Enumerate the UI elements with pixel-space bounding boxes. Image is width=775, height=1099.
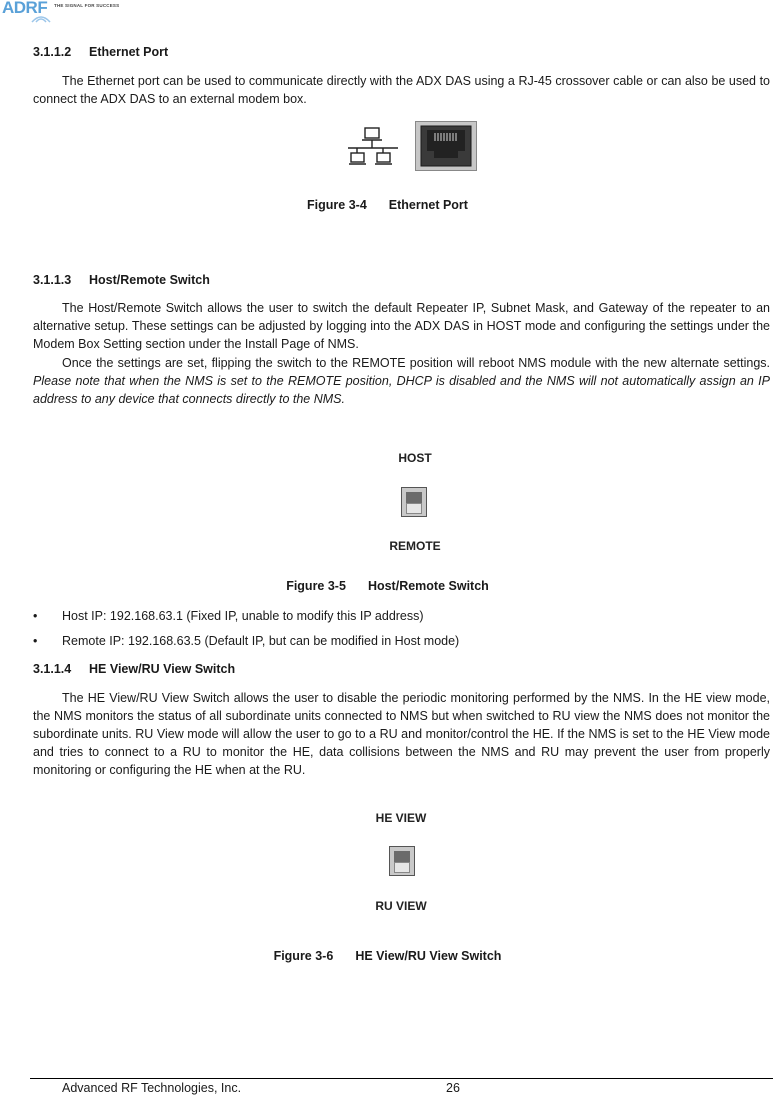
- section-heading-he-view: [33, 662, 235, 676]
- switch-label-he-view: HE VIEW: [375, 811, 427, 825]
- he-ru-view-switch-icon: [389, 846, 415, 876]
- host-remote-switch-icon: [401, 487, 427, 517]
- switch-label-host: HOST: [398, 451, 432, 465]
- figure-caption-3-6: [0, 949, 775, 963]
- footer-company: Advanced RF Technologies, Inc.: [62, 1081, 242, 1095]
- logo-text: ADRF: [2, 0, 48, 17]
- network-icon: [346, 126, 400, 172]
- section-number: 3.1.1.4: [33, 662, 72, 676]
- he-view-paragraph: The HE View/RU View Switch allows the user to disable the periodic monitoring performed by the NMS. In the HE view mode, the NMS monitors the status of all subordinate units connected to NMS but when switched to RU view the NMS does not monitor the subordinate units. RU View mode will allow the user to go to a RU and monitor/control the HE. If the NMS is set to the HE View mode and tries to connect to a RU to monitor the HE, data collisions between the NMS and RU may prevent the user from properly monitoring or configuring the HE when at the RU.: [33, 691, 770, 777]
- section-title: Host/Remote Switch: [89, 273, 210, 287]
- figure-number: Figure 3-6: [273, 949, 334, 963]
- bullet-text: Host IP: 192.168.63.1 (Fixed IP, unable to modify this IP address): [62, 609, 424, 623]
- figure-caption-3-4: [0, 198, 775, 212]
- switch-label-ru-view: RU VIEW: [375, 899, 427, 913]
- section-number: 3.1.1.3: [33, 273, 72, 287]
- section-heading-ethernet: [33, 45, 168, 59]
- company-logo: [2, 0, 162, 26]
- list-item: [33, 632, 770, 650]
- bullet-icon: •: [33, 609, 38, 623]
- section-heading-host-remote: [33, 273, 210, 287]
- page-number: 26: [446, 1081, 460, 1095]
- section-title: HE View/RU View Switch: [89, 662, 236, 676]
- switch-label-remote: REMOTE: [389, 539, 441, 553]
- section-number: 3.1.1.2: [33, 45, 72, 59]
- figure-caption-3-5: [0, 579, 775, 593]
- host-remote-paragraph-1: The Host/Remote Switch allows the user to switch the default Repeater IP, Subnet Mask, and Gateway of the repeater to an alternative setup. These settings can be adjusted by logging into the ADX DAS in HOST mode and configuring the settings under the Modem Box Setting section under the Install Page of NMS.: [33, 301, 770, 351]
- dhcp-note: Please note that when the NMS is set to the REMOTE position, DHCP is disabled and the NMS will not automatically assign an IP address to any device that connects directly to the NMS.: [33, 374, 770, 406]
- list-item: [33, 607, 770, 625]
- figure-title: Ethernet Port: [388, 198, 468, 212]
- switch-slot: [406, 503, 422, 514]
- figure-number: Figure 3-4: [307, 198, 367, 212]
- section-title: Ethernet Port: [89, 45, 169, 59]
- rj45-port-icon: [415, 121, 477, 171]
- signal-arcs-icon: [30, 10, 52, 24]
- paragraph-text: Once the settings are set, flipping the switch to the REMOTE position will reboot NMS module with the new alternate settings.: [62, 356, 770, 370]
- logo-tagline: THE SIGNAL FOR SUCCESS: [54, 3, 120, 8]
- switch-slot: [394, 862, 410, 873]
- footer-divider: [30, 1078, 773, 1079]
- figure-number: Figure 3-5: [286, 579, 346, 593]
- bullet-text: Remote IP: 192.168.63.5 (Default IP, but can be modified in Host mode): [62, 634, 460, 648]
- ethernet-paragraph: The Ethernet port can be used to communicate directly with the ADX DAS using a RJ-45 crossover cable or can also be used to connect the ADX DAS to an external modem box.: [33, 74, 770, 106]
- figure-title: HE View/RU View Switch: [355, 949, 502, 963]
- bullet-icon: •: [33, 634, 38, 648]
- host-remote-paragraph-2: [33, 354, 770, 408]
- figure-title: Host/Remote Switch: [367, 579, 489, 593]
